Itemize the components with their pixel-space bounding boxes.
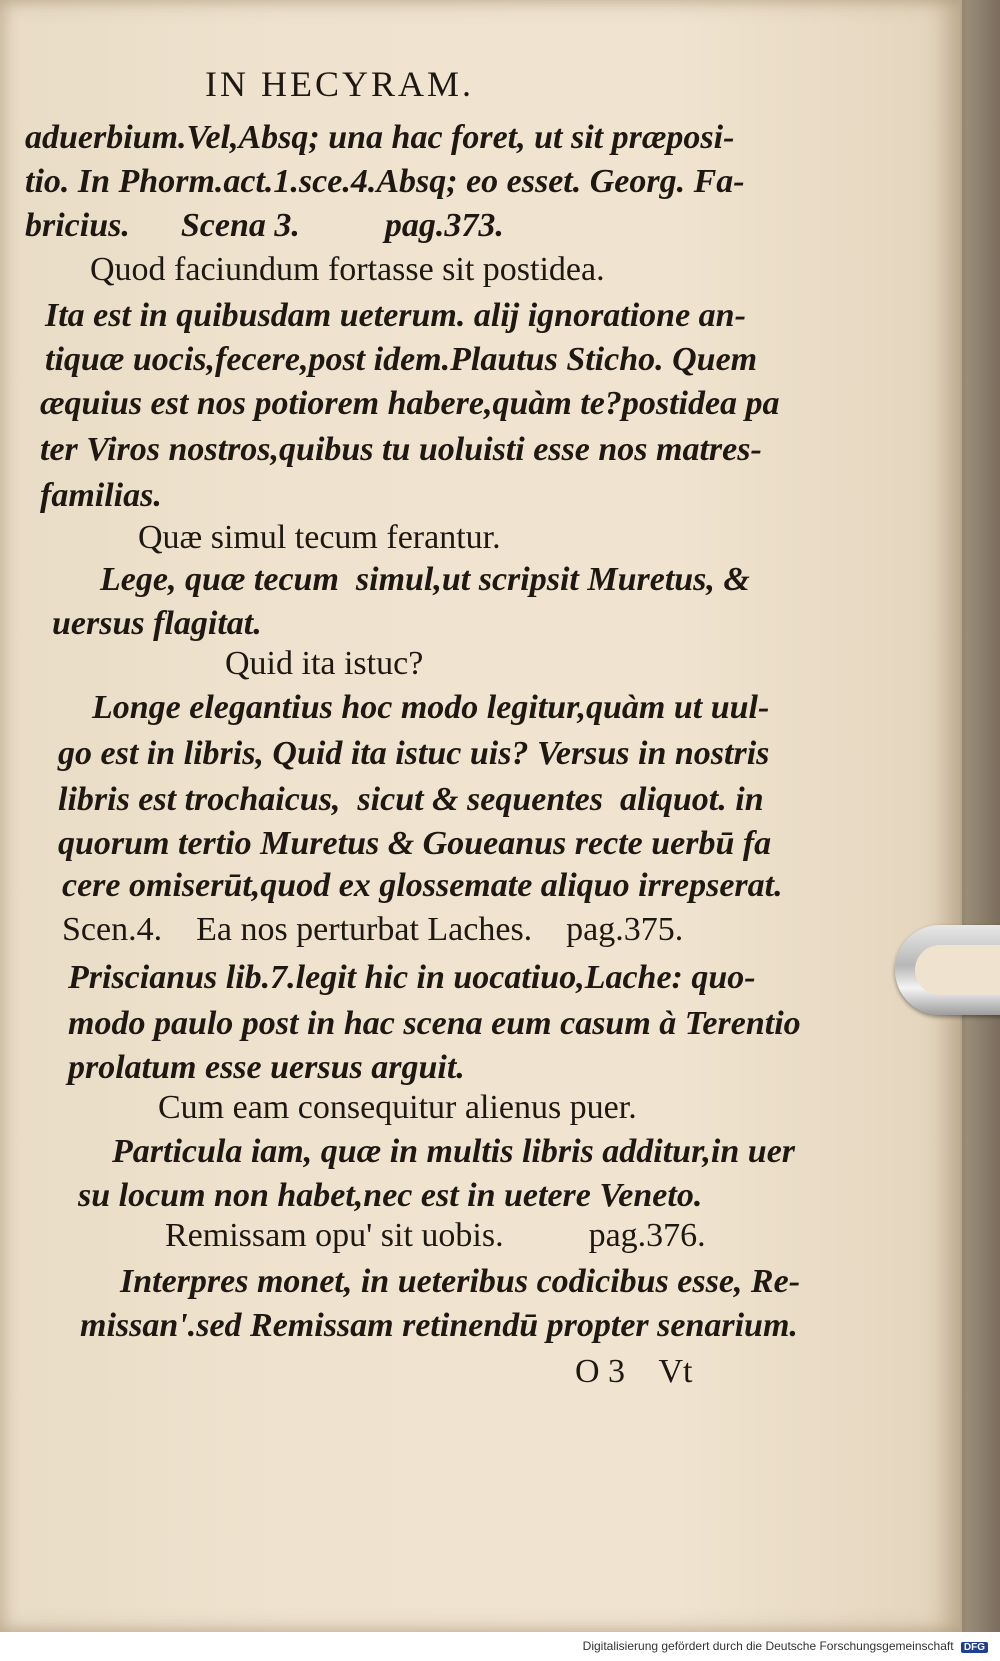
lemma-line: Quid ita istuc? [225,645,424,682]
lemma-line: Quæ simul tecum ferantur. [138,519,501,556]
text-line: uersus flagitat. [52,605,262,642]
text-line: Lege, quæ tecum simul,ut scripsit Muretus, & [100,561,750,598]
text-line: prolatum esse uersus arguit. [68,1049,465,1086]
text-line: quorum tertio Muretus & Goueanus recte uerbū fa [58,825,772,862]
lemma-line: Remissam opu' sit uobis. pag.376. [165,1217,706,1254]
text-line: Priscianus lib.7.legit hic in uocatiuo,Lache: quo- [68,959,756,996]
text-line: modo paulo post in hac scena eum casum à Terentio [68,1005,801,1042]
signature-catchword: O 3 Vt [575,1353,693,1390]
text-line: tio. In Phorm.act.1.sce.4.Absq; eo esset. Georg. Fa- [25,163,745,200]
text-line: æquius est nos potiorem habere,quàm te?postidea pa [40,385,780,422]
text-line: Interpres monet, in ueteribus codicibus esse, Re- [120,1263,801,1300]
lemma-line: Scen.4. Ea nos perturbat Laches. pag.375. [62,911,684,948]
text-line: tiquæ uocis,fecere,post idem.Plautus Sticho. Quem [45,341,758,378]
text-line: Longe elegantius hoc modo legitur,quàm ut uul- [92,689,770,726]
text-line: Ita est in quibusdam ueterum. alij ignoratione an- [45,297,746,334]
text-line: familias. [40,477,162,514]
text-line: su locum non habet,nec est in uetere Veneto. [78,1177,703,1214]
text-line: missan'.sed Remissam retinendū propter senarium. [80,1307,798,1344]
text-line: libris est trochaicus, sicut & sequentes aliquot. in [58,781,764,818]
footer-credit [583,1639,988,1653]
text-line: cere omiserūt,quod ex glossemate aliquo irrepserat. [62,867,783,904]
text-line: go est in libris, Quid ita istuc uis? Versus in nostris [58,735,770,772]
dfg-logo: DFG [961,1642,988,1653]
digitization-footer [0,1632,1000,1661]
text-line: aduerbium.Vel,Absq; una hac foret, ut sit præposi- [25,119,735,156]
text-line: ter Viros nostros,quibus tu uoluisti esse nos matres- [40,431,762,468]
footer-credit-text: Digitalisierung gefördert durch die Deutsche Forschungsgemeinschaft [582,1639,954,1653]
lemma-line: Cum eam consequitur alienus puer. [158,1089,637,1126]
text-line: bricius. Scena 3. pag.373. [25,207,504,244]
text-line: Particula iam, quæ in multis libris additur,in uer [112,1133,796,1170]
running-header: IN HECYRAM. [205,64,475,104]
lemma-line: Quod faciundum fortasse sit postidea. [90,251,605,288]
